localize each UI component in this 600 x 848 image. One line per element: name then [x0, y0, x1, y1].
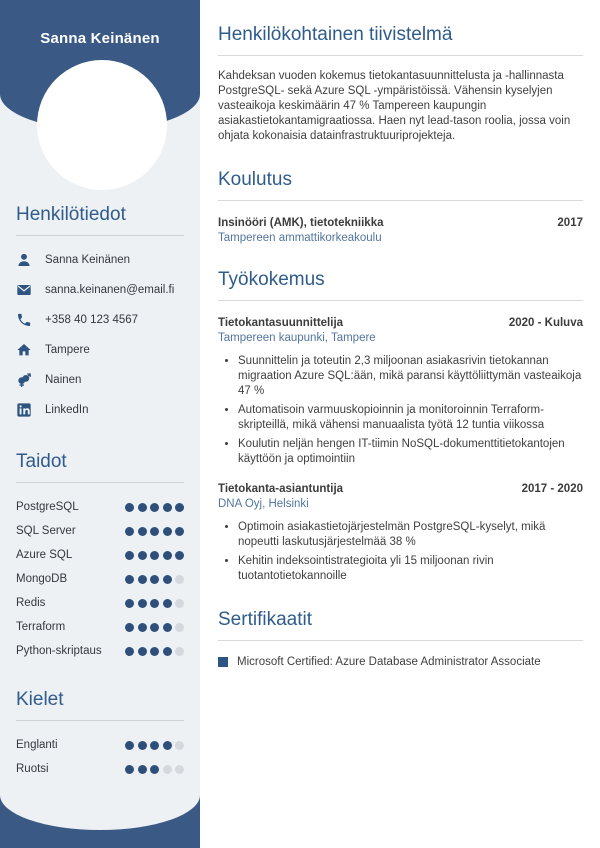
level-dot-filled	[175, 551, 184, 560]
level-dot-filled	[150, 599, 159, 608]
contact-item	[16, 335, 184, 365]
skill-row	[16, 495, 184, 519]
level-dot-empty	[175, 647, 184, 656]
entry-period: 2020 - Kuluva	[508, 317, 583, 329]
skill-row	[16, 543, 184, 567]
experience-entries	[218, 317, 583, 584]
level-dot-filled	[163, 551, 172, 560]
languages-section-title: Kielet	[16, 689, 184, 721]
bullet-item: • Kehitin indeksointistrategioita yli 15 miljoonan rivin tuotantotietokannoille	[238, 554, 583, 584]
contact-item	[16, 395, 184, 425]
skill-row	[16, 615, 184, 639]
profile-photo-placeholder	[37, 60, 167, 190]
home-icon	[16, 342, 32, 358]
bullet-item: • Automatisoin varmuuskopioinnin ja monitoroinnin Terraform-skripteillä, mikä vähensi manuaalista työtä 12 tuntia viikossa	[238, 403, 583, 433]
entry-period: 2017	[557, 217, 583, 229]
certification-list	[218, 656, 583, 668]
level-dot-filled	[125, 575, 134, 584]
experience-section-title: Työkokemus	[218, 269, 583, 301]
sidebar	[0, 0, 200, 848]
level-dot-filled	[138, 741, 147, 750]
bullet-item: • Koulutin neljän hengen IT-tiimin NoSQL-dokumenttitietokantojen käyttöön ja optimointiin	[238, 437, 583, 467]
skill-label: Redis	[16, 597, 46, 609]
contact-text: Nainen	[45, 374, 82, 386]
level-dot-filled	[150, 527, 159, 536]
entry-employer: Tampereen kaupunki, Tampere	[218, 332, 376, 344]
level-dot-filled	[150, 765, 159, 774]
certification-text: Microsoft Certified: Azure Database Administrator Associate	[237, 656, 541, 668]
entry-role: Tietokanta-asiantuntija	[218, 483, 344, 495]
entry-bullets	[218, 520, 583, 584]
section-experience	[218, 269, 583, 584]
level-dot-filled	[163, 599, 172, 608]
language-row	[16, 733, 184, 757]
level-dot-filled	[125, 741, 134, 750]
bullet-item: • Optimoin asiakastietojärjestelmän PostgreSQL-kyselyt, mikä nopeutti laskutusjärjestelmää 38 %	[238, 520, 583, 550]
languages-list	[16, 733, 184, 781]
level-dot-filled	[138, 575, 147, 584]
contact-item	[16, 275, 184, 305]
experience-entry	[218, 483, 583, 584]
level-dot-filled	[125, 503, 134, 512]
entry-role: Tietokantasuunnittelija	[218, 317, 344, 329]
skill-label: PostgreSQL	[16, 501, 79, 513]
skill-level-dots	[125, 765, 184, 774]
contact-section-title: Henkilötiedot	[16, 204, 184, 236]
experience-entry	[218, 317, 583, 467]
language-row	[16, 757, 184, 781]
sidebar-footer-curve-mask	[0, 784, 200, 830]
level-dot-empty	[175, 623, 184, 632]
phone-icon	[16, 312, 32, 328]
sidebar-footer-curve	[0, 795, 200, 848]
skill-level-dots	[125, 623, 184, 632]
skill-label: Python-skriptaus	[16, 645, 102, 657]
level-dot-filled	[163, 503, 172, 512]
skill-label: Azure SQL	[16, 549, 73, 561]
level-dot-filled	[138, 765, 147, 774]
level-dot-filled	[125, 647, 134, 656]
education-entry	[218, 217, 583, 244]
gender-icon	[16, 372, 32, 388]
skill-level-dots	[125, 575, 184, 584]
skill-level-dots	[125, 527, 184, 536]
skill-row	[16, 519, 184, 543]
section-languages	[0, 689, 200, 781]
entry-header	[218, 217, 583, 229]
contact-text: Tampere	[45, 344, 90, 356]
skill-label: Ruotsi	[16, 763, 49, 775]
level-dot-filled	[138, 647, 147, 656]
level-dot-filled	[125, 551, 134, 560]
skill-level-dots	[125, 599, 184, 608]
certification-item	[218, 656, 583, 668]
entry-school: Tampereen ammattikorkeakoulu	[218, 232, 382, 244]
entry-degree: Insinööri (AMK), tietotekniikka	[218, 217, 384, 229]
level-dot-filled	[125, 765, 134, 774]
level-dot-filled	[163, 527, 172, 536]
candidate-name: Sanna Keinänen	[40, 30, 160, 47]
entry-employer: DNA Oyj, Helsinki	[218, 498, 309, 510]
skill-level-dots	[125, 647, 184, 656]
level-dot-filled	[150, 623, 159, 632]
envelope-icon	[16, 282, 32, 298]
entry-period: 2017 - 2020	[521, 483, 583, 495]
level-dot-empty	[175, 575, 184, 584]
level-dot-filled	[175, 527, 184, 536]
section-contact	[0, 204, 200, 425]
level-dot-filled	[150, 741, 159, 750]
contact-text: LinkedIn	[45, 404, 89, 416]
certificate-square-icon	[218, 657, 228, 667]
level-dot-filled	[175, 503, 184, 512]
skill-label: Englanti	[16, 739, 58, 751]
entry-header	[218, 317, 583, 329]
level-dot-filled	[138, 623, 147, 632]
section-certifications	[218, 609, 583, 668]
contact-text: sanna.keinanen@email.fi	[45, 284, 175, 296]
level-dot-filled	[138, 503, 147, 512]
level-dot-empty	[175, 741, 184, 750]
skill-label: Terraform	[16, 621, 66, 633]
level-dot-filled	[125, 599, 134, 608]
certifications-section-title: Sertifikaatit	[218, 609, 583, 641]
level-dot-filled	[125, 527, 134, 536]
section-education	[218, 169, 583, 244]
contact-item	[16, 305, 184, 335]
level-dot-filled	[150, 647, 159, 656]
contact-item	[16, 365, 184, 395]
level-dot-filled	[150, 575, 159, 584]
skill-row	[16, 567, 184, 591]
summary-section-title: Henkilökohtainen tiivistelmä	[218, 24, 583, 56]
level-dot-filled	[150, 503, 159, 512]
level-dot-filled	[138, 527, 147, 536]
bullet-item: • Suunnittelin ja toteutin 2,3 miljoonan asiakasrivin tietokannan migraation Azure SQL:ään, mikä paransi käyttöliittymän vasteaikoja 47 %	[238, 354, 583, 399]
contact-item	[16, 245, 184, 275]
level-dot-filled	[138, 599, 147, 608]
level-dot-empty	[175, 599, 184, 608]
skill-label: SQL Server	[16, 525, 76, 537]
linkedin-icon	[16, 402, 32, 418]
section-summary	[218, 24, 583, 144]
skill-level-dots	[125, 551, 184, 560]
skills-section-title: Taidot	[16, 451, 184, 483]
entry-header	[218, 483, 583, 495]
education-entries	[218, 217, 583, 244]
level-dot-filled	[163, 623, 172, 632]
level-dot-filled	[150, 551, 159, 560]
level-dot-filled	[163, 647, 172, 656]
person-icon	[16, 252, 32, 268]
level-dot-filled	[163, 741, 172, 750]
entry-bullets	[218, 354, 583, 467]
skill-level-dots	[125, 503, 184, 512]
skill-label: MongoDB	[16, 573, 68, 585]
main-content	[200, 0, 600, 848]
level-dot-empty	[163, 765, 172, 774]
level-dot-filled	[138, 551, 147, 560]
skill-row	[16, 591, 184, 615]
contact-text: +358 40 123 4567	[45, 314, 139, 326]
skill-level-dots	[125, 741, 184, 750]
contact-text: Sanna Keinänen	[45, 254, 131, 266]
skills-list	[16, 495, 184, 663]
contact-list	[16, 245, 184, 425]
level-dot-filled	[163, 575, 172, 584]
level-dot-filled	[125, 623, 134, 632]
summary-text: Kahdeksan vuoden kokemus tietokantasuunnittelusta ja -hallinnasta PostgreSQL- sekä Azure SQL -ympäristöissä. Vähensin kyselyjen vasteaikoja keskimäärin 47 % Tampereen kaupungin asiakastietokantamigraatiossa. Haen nyt lead-tason roolia, jossa voin ohjata kokonaisia datainfrastruktuuriprojekteja.	[218, 70, 571, 142]
education-section-title: Koulutus	[218, 169, 583, 201]
level-dot-empty	[175, 765, 184, 774]
skill-row	[16, 639, 184, 663]
section-skills	[0, 451, 200, 663]
